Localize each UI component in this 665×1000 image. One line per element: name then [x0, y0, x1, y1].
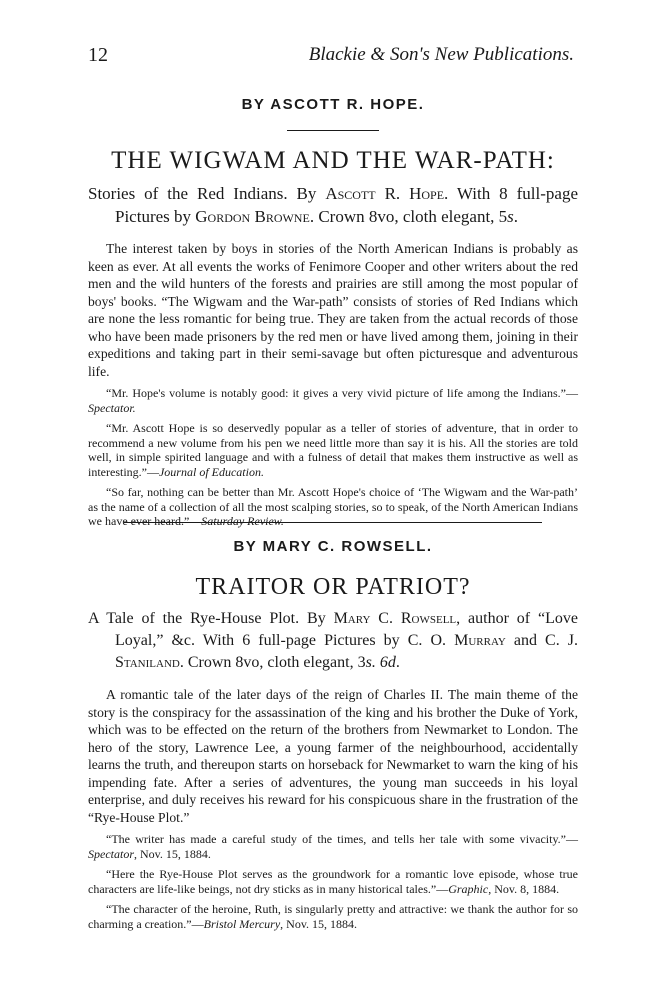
- page-number: 12: [88, 44, 108, 66]
- review-source: Graphic: [448, 881, 489, 896]
- review-source: Spectator.: [88, 400, 136, 415]
- illustrator-name: Gordon Browne: [195, 207, 310, 226]
- short-rule: [287, 130, 379, 131]
- synopsis: A romantic tale of the later days of the reign of Charles II. The main theme of the story is the conspiracy for the assassination of the king and his brother the Duke of York, which was to be effected on the return of the brothers from Newmarket to London. The hero of the story, Lawrence Lee, a young farmer of the neighbourhood, accidentally learns the truth, and thereupon starts on horseback for Newmarket to warn the king of his impending fate. After a series of adventures, the young man succeeds in his loyal enterprise, and duly receives his reward for his conspicuous share in the frustration of the “Rye-House Plot.”: [88, 687, 578, 825]
- review-quote: “Here the Rye-House Plot serves as the groundwork for a romantic love episode, whose true characters are life-like beings, not dry sticks as in many historical tales.”—Graphic, Nov. 8, 1884.: [88, 867, 578, 896]
- entry-wigwam: [88, 94, 578, 529]
- illustrator-name: C. O. Murray: [407, 632, 506, 649]
- review-quote: “Mr. Ascott Hope is so deservedly popular as a teller of stories of adventure, that in order to recommend a new volume from his pen we need little more than say it is his. All the stories are told well, in simple spirited language and with a fulness of detail that makes them instructive as well as interesting.”—Journal of Education.: [88, 421, 578, 479]
- author-name: Mary C. Rowsell: [333, 610, 457, 627]
- review-quote: “Mr. Hope's volume is notably good: it gives a very vivid picture of life among the Indians.”—Spectator.: [88, 386, 578, 415]
- review-quote: “The character of the heroine, Ruth, is singularly pretty and attractive: we thank the author for so charming a creation.”—Bristol Mercury, Nov. 15, 1884.: [88, 902, 578, 931]
- review-source: Bristol Mercury: [203, 916, 281, 931]
- price: s: [507, 207, 514, 226]
- book-description: A Tale of the Rye-House Plot. By Mary C. Rowsell, author of “Love Loyal,” &c. With 6 full-page Pictures by C. O. Murray and C. J. Staniland. Crown 8vo, cloth elegant, 3s. 6d.: [88, 610, 579, 671]
- review-source: Saturday Review.: [201, 514, 284, 528]
- review-source: Journal of Education.: [158, 464, 264, 479]
- author-heading: BY ASCOTT R. HOPE.: [241, 96, 425, 113]
- review-quote: “The writer has made a careful study of the times, and tells her tale with some vivacity.”—Spectator, Nov. 15, 1884.: [88, 832, 578, 861]
- author-heading: BY MARY C. ROWSELL.: [233, 538, 433, 555]
- running-title: Blackie & Son's New Publications.: [308, 44, 574, 65]
- review-source: Spectator: [88, 846, 134, 861]
- entry-traitor: [88, 536, 578, 931]
- synopsis: The interest taken by boys in stories of the North American Indians is probably as keen as ever. At all events the works of Fenimore Cooper and other writers about the red men and the wild hunters of the forests and prairies are still among the most popular of boys' books. “The Wigwam and the War-path” consists of stories of Red Indians which are none the less romantic for being true. They are taken from the actual records of those who have been made prisoners by the red men or have lived among them, joining in their expeditions and taking part in their semi-savage but often picturesque and adventurous life.: [88, 241, 578, 379]
- book-title: TRAITOR OR PATRIOT?: [195, 574, 471, 600]
- price: s. 6d: [365, 654, 396, 671]
- section-divider: [124, 522, 542, 523]
- book-title: THE WIGWAM AND THE WAR-PATH:: [111, 147, 555, 174]
- review-quote: “So far, nothing can be better than Mr. Ascott Hope's choice of ‘The Wigwam and the War-path’ as the name of a collection of all the most scalping stories, so to speak, of the North American Indians we have ever heard.”—Saturday Review.: [88, 485, 578, 528]
- author-name: Ascott R. Hope: [325, 184, 445, 203]
- running-head: [88, 44, 578, 74]
- illustrator-name: C. J. Staniland: [115, 632, 579, 671]
- book-description: Stories of the Red Indians. By Ascott R. Hope. With 8 full-page Pictures by Gordon Browne. Crown 8vo, cloth elegant, 5s.: [88, 184, 578, 226]
